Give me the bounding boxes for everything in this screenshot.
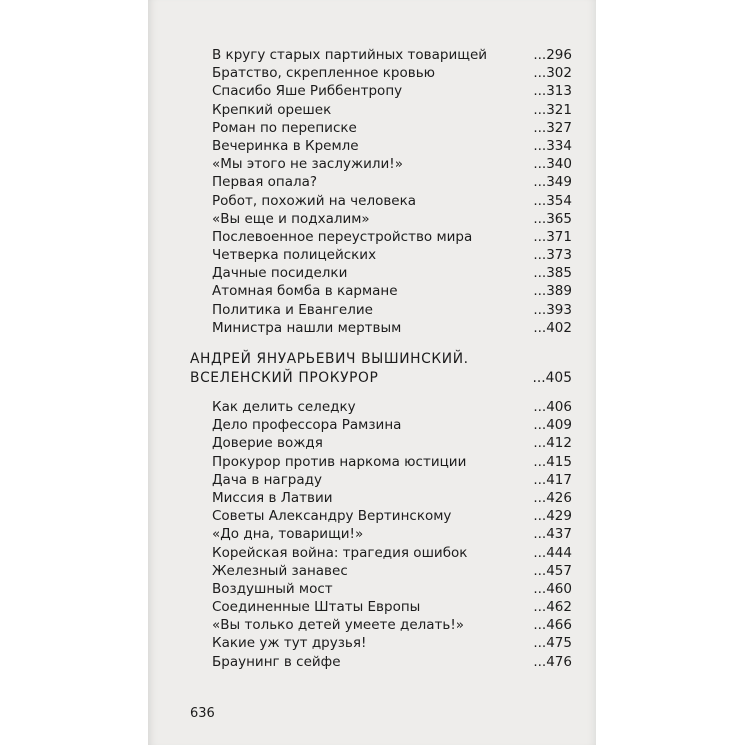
toc-entry	[190, 64, 572, 82]
toc-entry-title: Первая опала?	[212, 174, 318, 191]
toc-entry-page: ...417	[533, 471, 572, 488]
toc-entry-page: ...340	[533, 156, 572, 173]
toc-entry-page: ...402	[533, 319, 572, 336]
toc-entry-page: ...460	[533, 580, 572, 597]
toc-entry-title: «Вы только детей умеете делать!»	[212, 617, 465, 634]
toc-entry	[190, 301, 572, 319]
toc-entry-title: Миссия в Латвии	[212, 489, 333, 506]
toc-entry	[190, 82, 572, 100]
toc-entry-page: ...313	[533, 83, 572, 100]
toc-entry-page: ...406	[533, 399, 572, 415]
toc-entry	[190, 489, 572, 507]
toc-entry	[190, 155, 572, 173]
toc-entry-title: Послевоенное переустройство мира	[212, 228, 473, 245]
section-heading-line2: ВСЕЛЕНСКИЙ ПРОКУРОР	[190, 370, 379, 386]
section-page: ...405	[532, 370, 572, 386]
toc-entry-title: Советы Александру Вертинскому	[212, 508, 452, 525]
toc-entry-title: Корейская война: трагедия ошибок	[212, 544, 468, 561]
page-number: 636	[190, 706, 215, 721]
toc-entry-page: ...296	[533, 47, 572, 63]
toc-entry	[190, 192, 572, 210]
toc-entry	[190, 319, 572, 337]
toc-entry-page: ...475	[533, 635, 572, 652]
toc-entry-page: ...349	[533, 174, 572, 191]
toc-entry-page: ...409	[533, 417, 572, 434]
toc-entry	[190, 228, 572, 246]
toc-entry-title: Какие уж тут друзья!	[212, 635, 367, 652]
toc-entry-page: ...334	[533, 137, 572, 154]
toc-entry-page: ...371	[533, 228, 572, 245]
toc-entry-page: ...389	[533, 283, 572, 300]
toc-entry-page: ...327	[533, 119, 572, 136]
toc-entry-title: Доверие вождя	[212, 435, 323, 452]
toc-entry	[190, 634, 572, 652]
toc-entry-page: ...437	[533, 526, 572, 543]
toc-entry-page: ...462	[533, 599, 572, 616]
toc-entry-title: Железный занавес	[212, 562, 348, 579]
toc-entry-page: ...476	[533, 653, 572, 670]
toc-entry-page: ...466	[533, 617, 572, 634]
toc-entry-title: Прокурор против наркома юстиции	[212, 453, 467, 470]
toc-entry	[190, 507, 572, 525]
toc-entry-title: Дело профессора Рамзина	[212, 417, 402, 434]
toc-entry	[190, 562, 572, 580]
toc-entry-page: ...457	[533, 562, 572, 579]
toc-entry	[190, 119, 572, 137]
table-of-contents	[190, 46, 572, 671]
toc-entry-title: «До дна, товарищи!»	[212, 526, 364, 543]
toc-entry	[190, 434, 572, 452]
toc-entry-page: ...354	[533, 192, 572, 209]
toc-entry-title: Вечеринка в Кремле	[212, 137, 359, 154]
toc-entry	[190, 416, 572, 434]
section-heading-line2-row	[190, 369, 572, 388]
toc-entry-title: Четверка полицейских	[212, 247, 377, 264]
toc-entry	[190, 46, 572, 64]
toc-entry-title: Дача в награду	[212, 471, 322, 488]
toc-entry	[190, 173, 572, 191]
toc-entry-title: Роман по переписке	[212, 119, 357, 136]
toc-entry-title: Спасибо Яше Риббентропу	[212, 83, 403, 100]
toc-entry-page: ...412	[533, 435, 572, 452]
toc-entry-page: ...365	[533, 210, 572, 227]
toc-entry-title: Браунинг в сейфе	[212, 653, 341, 670]
toc-entry-title: Атомная бомба в кармане	[212, 283, 398, 300]
toc-entry-title: «Мы этого не заслужили!»	[212, 156, 403, 173]
toc-entry	[190, 525, 572, 543]
toc-entry-title: Дачные посиделки	[212, 265, 348, 282]
toc-list-bottom	[190, 398, 572, 671]
toc-entry	[190, 471, 572, 489]
toc-entry	[190, 398, 572, 416]
toc-entry-page: ...373	[533, 247, 572, 264]
toc-entry	[190, 544, 572, 562]
toc-entry-page: ...302	[533, 65, 572, 82]
toc-entry-page: ...426	[533, 489, 572, 506]
toc-entry	[190, 616, 572, 634]
toc-entry-title: Братство, скрепленное кровью	[212, 65, 436, 82]
section-heading-line1: АНДРЕЙ ЯНУАРЬЕВИЧ ВЫШИНСКИЙ.	[190, 351, 469, 367]
toc-entry	[190, 137, 572, 155]
toc-entry-title: Министра нашли мертвым	[212, 319, 402, 336]
toc-entry	[190, 453, 572, 471]
toc-entry-page: ...321	[533, 101, 572, 118]
toc-entry	[190, 210, 572, 228]
toc-entry-title: Крепкий орешек	[212, 101, 332, 118]
toc-entry-page: ...444	[533, 544, 572, 561]
toc-entry	[190, 282, 572, 300]
toc-entry-title: Как делить селедку	[212, 399, 356, 415]
toc-entry-title: Соединенные Штаты Европы	[212, 599, 421, 616]
toc-entry	[190, 580, 572, 598]
toc-entry	[190, 653, 572, 671]
toc-entry-title: Политика и Евангелие	[212, 301, 373, 318]
section-heading	[190, 350, 572, 369]
toc-entry-page: ...385	[533, 265, 572, 282]
toc-entry-title: Воздушный мост	[212, 580, 333, 597]
toc-entry	[190, 264, 572, 282]
toc-entry	[190, 246, 572, 264]
toc-entry-title: «Вы еще и подхалим»	[212, 210, 370, 227]
toc-entry	[190, 101, 572, 119]
toc-entry-page: ...393	[533, 301, 572, 318]
toc-entry-page: ...429	[533, 508, 572, 525]
toc-entry	[190, 598, 572, 616]
toc-entry-page: ...415	[533, 453, 572, 470]
toc-entry-title: В кругу старых партийных товарищей	[212, 47, 488, 63]
toc-list-top	[190, 46, 572, 337]
toc-entry-title: Робот, похожий на человека	[212, 192, 417, 209]
